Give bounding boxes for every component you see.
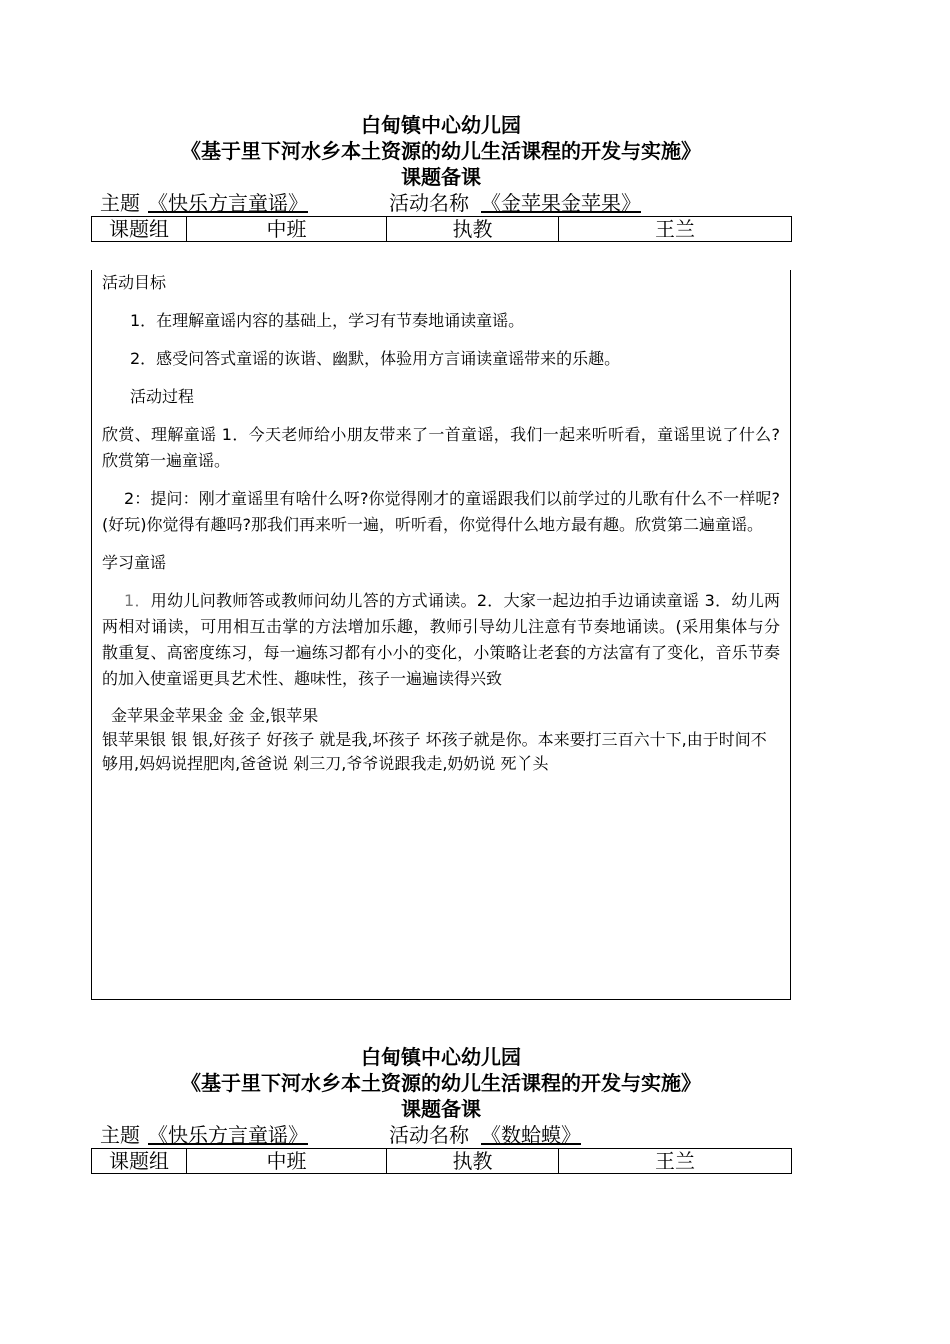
- school-name: 白甸镇中心幼儿园: [361, 113, 521, 137]
- meta-row: [91, 190, 791, 216]
- doc-type: 课题备课: [401, 1097, 481, 1121]
- class-cell: 中班: [187, 217, 387, 242]
- table-row: [92, 1149, 792, 1174]
- activity-label: 活动名称: [389, 191, 469, 215]
- project-title: 《基于里下河水乡本土资源的幼儿生活课程的开发与实施》: [181, 139, 701, 163]
- learn-number: 1．: [124, 591, 151, 610]
- class-cell: 中班: [187, 1149, 387, 1174]
- table-row: [92, 217, 792, 242]
- lyric-line-2: 银苹果银 银 银,好孩子 好孩子 就是我,坏孩子 坏孩子就是你。本来要打三百六十下,由于时间不够用,妈妈说捏肥肉,爸爸说 剁三刀,爷爷说跟我走,奶奶说 死丫头: [102, 730, 767, 773]
- activity-value: 《金苹果金苹果》: [481, 191, 641, 215]
- activity-label: 活动名称: [389, 1123, 469, 1147]
- doc-type: 课题备课: [401, 165, 481, 189]
- lesson-content-box: [91, 270, 791, 1000]
- teacher-label-cell: 执教: [387, 217, 559, 242]
- question-paragraph: 2：提问：刚才童谣里有啥什么呀?你觉得刚才的童谣跟我们以前学过的儿歌有什么不一样呢?(好玩)你觉得有趣吗?那我们再来听一遍，听听看，你觉得什么地方最有趣。欣赏第二遍童谣。: [102, 489, 780, 534]
- info-table: [91, 1148, 792, 1174]
- teacher-label-cell: 执教: [387, 1149, 559, 1174]
- learn-paragraph: [102, 588, 780, 692]
- teacher-name-cell: 王兰: [559, 1149, 792, 1174]
- lesson-plan-2: [91, 1044, 791, 1174]
- project-title: 《基于里下河水乡本土资源的幼儿生活课程的开发与实施》: [181, 1071, 701, 1095]
- appreciate-paragraph: 欣赏、理解童谣 1．今天老师给小朋友带来了一首童谣，我们一起来听听看，童谣里说了什么?欣赏第一遍童谣。: [102, 425, 780, 470]
- lyric-line-1: 金苹果金苹果金 金 金,银苹果: [111, 706, 319, 725]
- group-label-cell: 课题组: [92, 217, 187, 242]
- goals-title: 活动目标: [102, 273, 167, 292]
- info-table: [91, 216, 792, 242]
- theme-label: 主题: [100, 191, 140, 215]
- lesson-content: [92, 270, 790, 776]
- teacher-name-cell: 王兰: [559, 217, 792, 242]
- theme-value: 《快乐方言童谣》: [148, 1123, 308, 1147]
- learn-text: 用幼儿问教师答或教师问幼儿答的方式诵读。2．大家一起边拍手边诵读童谣 3．幼儿两两相对诵读，可用相互击掌的方法增加乐趣，教师引导幼儿注意有节奏地诵读。(采用集体与分散重复、高密度练习，每一遍练习都有小小的变化，小策略让老套的方法富有了变化，音乐节奏的加入使童谣更具艺术性、趣味性，孩子一遍遍读得兴致: [102, 591, 780, 688]
- goal-item: 1．在理解童谣内容的基础上，学习有节奏地诵读童谣。: [130, 311, 525, 330]
- goal-item: 2．感受问答式童谣的诙谐、幽默，体验用方言诵读童谣带来的乐趣。: [130, 349, 621, 368]
- theme-label: 主题: [100, 1123, 140, 1147]
- meta-row: [91, 1122, 791, 1148]
- theme-value: 《快乐方言童谣》: [148, 191, 308, 215]
- school-name: 白甸镇中心幼儿园: [361, 1045, 521, 1069]
- group-label-cell: 课题组: [92, 1149, 187, 1174]
- learn-title: 学习童谣: [102, 553, 167, 572]
- activity-value: 《数蛤蟆》: [481, 1123, 581, 1147]
- process-title: 活动过程: [130, 387, 195, 406]
- lesson-plan-1: [91, 112, 791, 1000]
